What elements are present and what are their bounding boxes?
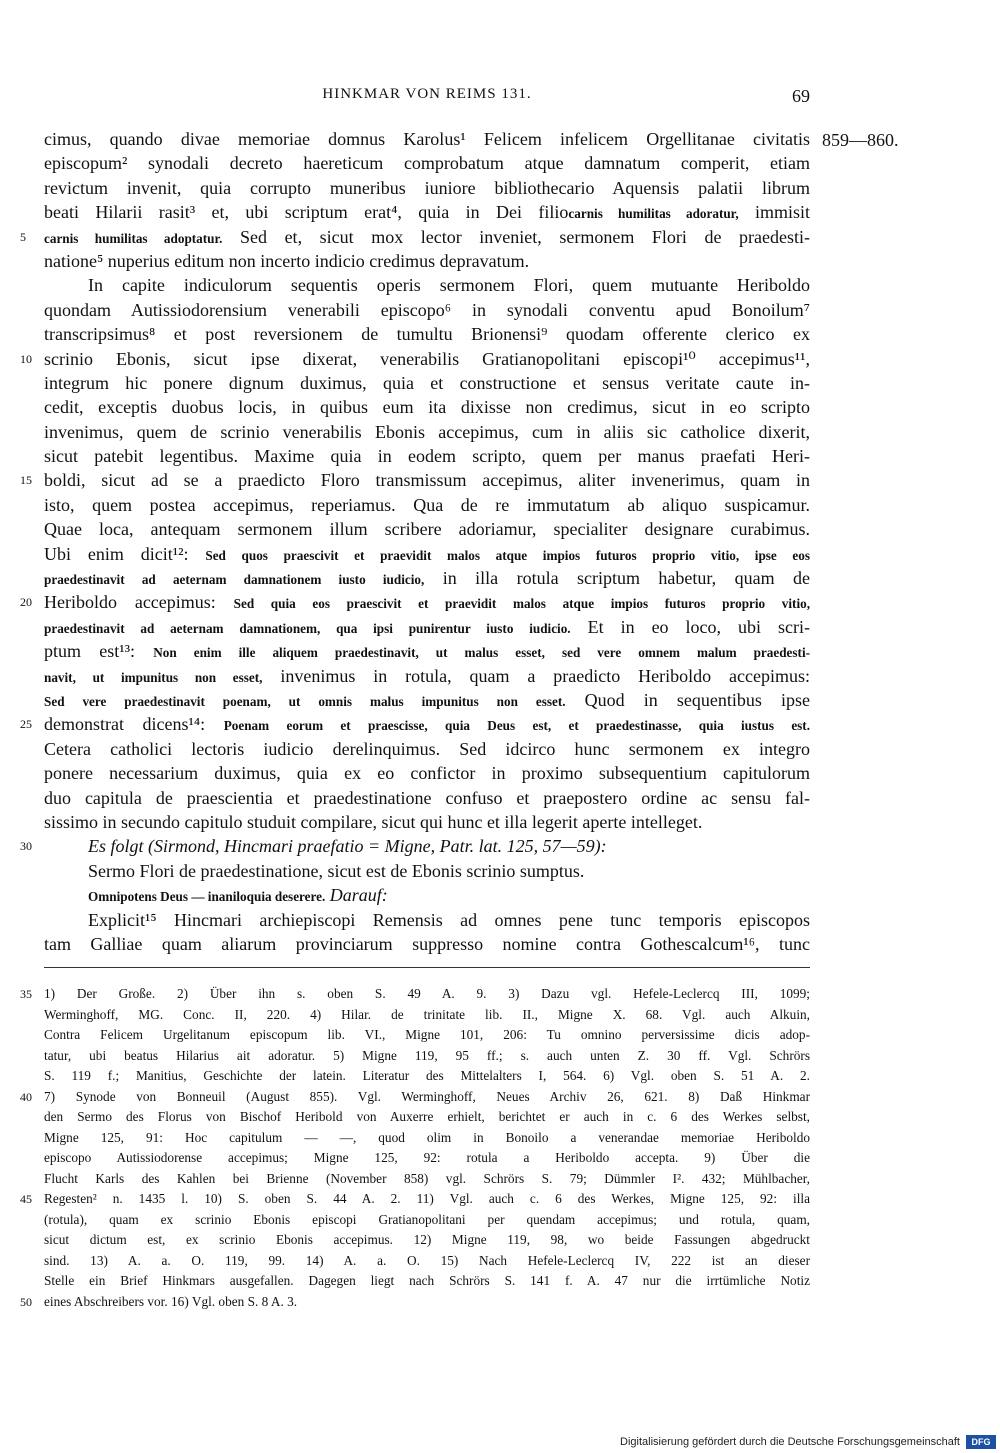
line-text: Cetera catholici lectoris iudicio derelinquimus. Sed idcirco hunc sermonem ex integro xyxy=(44,738,810,759)
quoted-text: Omnipotens Deus — inaniloquia deserere. xyxy=(88,889,326,905)
credit-text: Digitalisierung gefördert durch die Deutsche Forschungsgemeinschaft xyxy=(620,1436,960,1448)
line-number: 25 xyxy=(20,717,32,732)
footnote-line xyxy=(44,1169,810,1190)
line-text: demonstrat dicens¹⁴: xyxy=(44,714,224,735)
line-text: invenimus, quem de scrinio venerabilis Ebonis accepimus, cum in aliis sic catholice dixerit, xyxy=(44,421,810,442)
line-text: beati Hilarii rasit³ et, ubi scriptum erat⁴, quia in Dei filio xyxy=(44,202,569,223)
footnote-text: episcopo Autissiodorense accepimus; Migne 125, 92: rotula a Heriboldo accepta. 9) Über die xyxy=(44,1150,810,1165)
text-line xyxy=(44,859,810,883)
line-number: 35 xyxy=(20,987,32,1001)
line-italic: Es folgt (Sirmond, Hincmari praefatio = Migne, Patr. lat. 125, 57—59): xyxy=(88,836,607,857)
footnote-text: S. 119 f.; Manitius, Geschichte der latein. Literatur des Mittelalters I, 564. 6) Vgl. oben S. 51 A. 2. xyxy=(44,1068,810,1083)
text-line xyxy=(44,786,810,810)
line-text: immisit xyxy=(738,202,811,223)
line-text: duo capitula de praescientia et praedestinatione confuso et praepostero ordine ac sensu fal- xyxy=(44,787,810,808)
text-line xyxy=(20,347,810,371)
text-line xyxy=(44,615,810,639)
digitization-credit xyxy=(620,1431,1000,1453)
line-text: episcopum² synodali decreto haereticum comprobatum atque damnatum comperit, etiam xyxy=(44,153,810,174)
footnote-line xyxy=(44,1148,810,1169)
line-text: Sermo Flori de praedestinatione, sicut est de Ebonis scrinio sumptus. xyxy=(88,860,585,881)
line-text: Sed et, sicut mox lector inveniet, sermonem Flori de praedesti- xyxy=(222,226,810,247)
line-text: quondam Autissiodorensium venerabili episcopo⁶ in synodali conventu apud Bonoilum⁷ xyxy=(44,299,810,320)
line-number: 5 xyxy=(20,229,26,244)
footnote-rule xyxy=(44,967,810,968)
footnote-line xyxy=(44,1046,810,1067)
line-text: integrum hic ponere dignum duximus, quia et constructione et sensus veritate caute in- xyxy=(44,372,810,393)
line-text: transcripsimus⁸ et post reversionem de tumultu Brionensi⁹ quodam offerente clerico ex xyxy=(44,324,810,345)
text-line xyxy=(44,371,810,395)
footnote-text: Migne 125, 91: Hoc capitulum — —, quod olim in Bonoilo a venerandae memoriae Heriboldo xyxy=(44,1129,810,1145)
running-title: HINKMAR VON REIMS 131. xyxy=(322,86,532,102)
text-line xyxy=(44,298,810,322)
footnote-line xyxy=(20,1087,810,1108)
footnote-text: 1) Der Große. 2) Über ihn s. oben S. 49 A. 9. 3) Dazu vgl. Hefele-Leclercq III, 1099; xyxy=(44,986,810,1001)
line-text: sicut patebit legentibus. Maxime quia in eodem scripto, quem per manus praefati Heri- xyxy=(44,446,810,467)
footnote-line xyxy=(44,1005,810,1026)
line-text: ptum est¹³: xyxy=(44,641,154,662)
text-line xyxy=(44,639,810,663)
footnotes xyxy=(20,984,810,1312)
text-line xyxy=(44,761,810,785)
text-line xyxy=(44,566,810,590)
line-text: ponere necessarium duximus, quia ex eo confictor in proximo subsequentium capitulorum xyxy=(44,763,810,784)
text-line xyxy=(44,444,810,468)
line-text: Et in eo loco, ubi scri- xyxy=(570,616,810,637)
line-text: cimus, quando divae memoriae domnus Karolus¹ Felicem infelicem Orgellitanae civitatis xyxy=(44,129,810,149)
footnote-line xyxy=(44,1210,810,1231)
line-text: scrinio Ebonis, sicut ipse dixerat, venerabilis Gratianopolitani episcopi¹⁰ accepimus¹¹, xyxy=(44,348,810,369)
line-text: Heriboldo accepimus: xyxy=(44,592,234,613)
footnote-text: eines Abschreibers vor. 16) Vgl. oben S. 8 A. 3. xyxy=(44,1293,298,1309)
line-text: revictum invenit, quia corrupto muneribus iuniore bibliothecario Aquensis palatii librum xyxy=(44,177,810,198)
footnote-text: Stelle ein Brief Hinkmars ausgefallen. Dagegen liegt nach Schrörs S. 141 f. A. 47 nur die irrtümliche Notiz xyxy=(44,1273,810,1288)
text-line xyxy=(44,810,810,834)
footnote-text: sind. 13) A. a. O. 119, 99. 14) A. a. O. 15) Nach Hefele-Leclercq IV, 222 ist an dieser xyxy=(44,1252,810,1268)
text-line xyxy=(44,273,810,297)
dfg-logo: DFG xyxy=(966,1435,996,1449)
text-line xyxy=(44,127,810,151)
quoted-text: carnis humilitas adoptatur. xyxy=(44,230,223,246)
footnote-line xyxy=(44,1025,810,1046)
footnote-line xyxy=(44,1107,810,1128)
text-line xyxy=(44,200,810,224)
footnote-text: Regesten² n. 1435 l. 10) S. oben S. 44 A. 2. 11) Vgl. auch c. 6 des Werkes, Migne 125, 92: illa xyxy=(44,1191,810,1206)
text-line xyxy=(44,493,810,517)
line-number: 50 xyxy=(20,1294,32,1309)
text-line xyxy=(44,883,810,907)
line-number: 45 xyxy=(20,1192,32,1206)
footnote-text: 7) Synode von Bonneuil (August 855). Vgl. Werminghoff, Neues Archiv 26, 621. 8) Daß Hinkmar xyxy=(44,1088,810,1104)
text-line xyxy=(44,151,810,175)
footnote-line xyxy=(44,1128,810,1149)
line-text: sissimo in secundo capitulo studuit compilare, sicut qui hunc et illa legerit aperte intelleget. xyxy=(44,811,703,832)
footnote-line xyxy=(44,1230,810,1251)
line-number: 20 xyxy=(20,595,32,610)
page-number: 69 xyxy=(792,86,810,106)
footnote-text: tatur, ubi beatus Hilarius ait adoratur. 5) Migne 119, 95 ff.; s. auch unten Z. 30 ff. Vgl. Schrörs xyxy=(44,1047,810,1063)
line-text: in illa rotula scriptum habetur, quam de xyxy=(424,568,811,589)
text-line xyxy=(20,712,810,736)
line-text: Quod in sequentibus ipse xyxy=(565,689,810,710)
line-text: Quae loca, antequam sermonem illum scribere adoriamur, specialiter designare curabimus. xyxy=(44,519,810,540)
quoted-text: Sed vere praedestinavit poenam, ut omnis malus impunitus non esset. xyxy=(44,693,566,709)
line-text: natione⁵ nuperius editum non incerto indicio credimus depravatum. xyxy=(44,250,530,271)
footnote-text: Contra Felicem Urgelitanum episcopum lib. VI., Migne 101, 206: Tu omnino perversissime dicis adop- xyxy=(44,1027,810,1042)
margin-date: 859—860. xyxy=(822,130,899,150)
quoted-text: navit, ut impunitus non esset, xyxy=(44,669,263,685)
text-line xyxy=(44,176,810,200)
line-number: 10 xyxy=(20,351,32,366)
line-number: 30 xyxy=(20,839,32,854)
footnote-text: Werminghoff, MG. Conc. II, 220. 4) Hilar. de trinitate lib. II., Migne X. 68. Vgl. auch Alkuin, xyxy=(44,1006,810,1022)
line-text: In capite indiculorum sequentis operis sermonem Flori, quem mutuante Heriboldo xyxy=(88,275,810,296)
footnote-line xyxy=(44,1251,810,1272)
quoted-text: Non enim ille aliquem praedestinavit, ut malus esset, sed vere omnem malum praedesti- xyxy=(153,645,810,661)
text-line xyxy=(44,932,810,956)
footnote-text: sicut dictum est, ex scrinio Ebonis accepimus. 12) Migne 119, 98, wo beide Fassungen abgedruckt xyxy=(44,1232,810,1247)
text-line xyxy=(20,225,810,249)
line-italic: Darauf: xyxy=(325,885,388,906)
line-text: Ubi enim dicit¹²: xyxy=(44,543,206,564)
text-line xyxy=(44,322,810,346)
text-line xyxy=(20,590,810,614)
footnote-line xyxy=(44,1271,810,1292)
text-line xyxy=(44,908,810,932)
text-line xyxy=(44,542,810,566)
text-line xyxy=(20,834,810,858)
text-line xyxy=(44,737,810,761)
quoted-text: Poenam eorum et praescisse, quia Deus est, et praedestinasse, quia iustus est. xyxy=(223,718,810,734)
footnote-line xyxy=(20,1292,810,1313)
line-text: boldi, sicut ad se a praedicto Floro transmissum accepimus, aliter invenerimus, quam in xyxy=(44,470,810,491)
quoted-text: Sed quos praescivit et praevidit malos atque impios futuros proprio vitio, ipse eos xyxy=(205,547,810,563)
text-line xyxy=(44,688,810,712)
text-line xyxy=(44,517,810,541)
line-text: invenimus in rotula, quam a praedicto Heriboldo accepimus: xyxy=(262,665,810,686)
text-line xyxy=(44,664,810,688)
text-line xyxy=(44,395,810,419)
page-header xyxy=(44,86,810,110)
quoted-text: carnis humilitas adoratur, xyxy=(568,206,739,222)
quoted-text: praedestinavit ad aeternam damnationem, qua ipsi punirentur iusto iudicio. xyxy=(44,620,571,636)
footnote-line xyxy=(20,1189,810,1210)
line-number: 15 xyxy=(20,473,32,488)
footnote-text: (rotula), quam ex scrinio Ebonis episcopi Gratianopolitani per quendam accepimus; und rotula, quam, xyxy=(44,1211,810,1227)
footnote-text: Flucht Karls des Kahlen bei Brienne (November 858) vgl. Schrörs S. 79; Dümmler I². 432; Mühlbacher, xyxy=(44,1170,810,1186)
quoted-text: praedestinavit ad aeternam damnationem iusto iudicio, xyxy=(44,572,425,588)
main-text xyxy=(20,127,811,956)
footnote-line xyxy=(44,1066,810,1087)
text-line xyxy=(20,468,810,492)
quoted-text: Sed quia eos praescivit et praevidit malos atque impios futuros proprio vitio, xyxy=(233,596,810,612)
line-text: isto, quem postea accepimus, reperiamus. Qua de re immutatum ab aliquo suspicamur. xyxy=(44,494,810,515)
text-line xyxy=(44,249,810,273)
text-line xyxy=(44,420,810,444)
line-text: Explicit¹⁵ Hincmari archiepiscopi Remensis ad omnes pene tunc temporis episcopos xyxy=(88,909,810,930)
line-text: tam Galliae quam aliarum provinciarum suppresso nomine contra Gothescalcum¹⁶, tunc xyxy=(44,933,810,954)
line-text: cedit, exceptis duobus locis, in quibus eum ita dixisse non credimus, sicut in eo scripto xyxy=(44,397,810,418)
footnote-text: den Sermo des Florus von Bischof Heribold von Auxerre erhielt, berichtet er auch in c. 6 des Werkes selbst, xyxy=(44,1109,810,1124)
footnote-line xyxy=(20,984,810,1005)
line-number: 40 xyxy=(20,1089,32,1104)
